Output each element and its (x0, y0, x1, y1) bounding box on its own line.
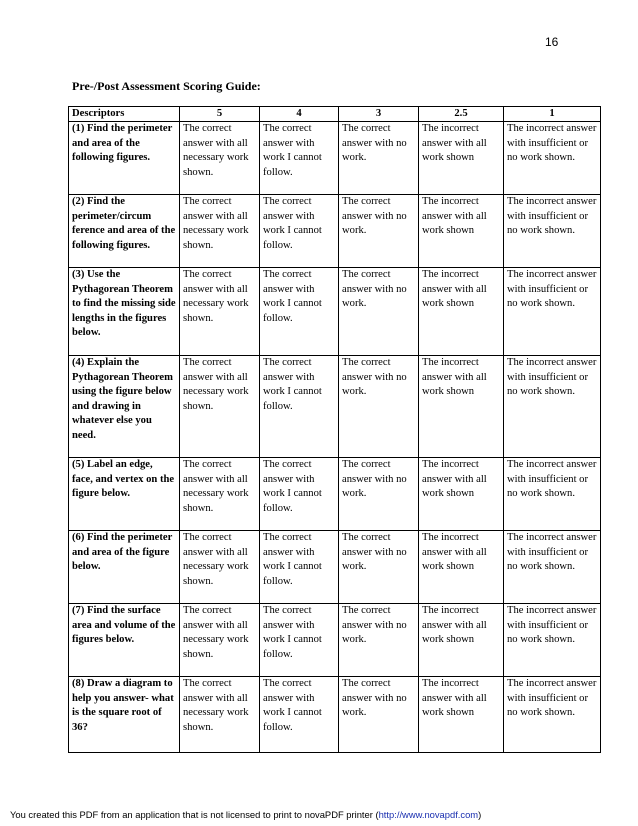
table-row (69, 531, 601, 604)
score-cell: The correct answer with no work. (339, 604, 419, 677)
score-cell: The correct answer with all necessary work shown. (180, 604, 260, 677)
score-cell: The correct answer with all necessary work shown. (180, 268, 260, 356)
score-cell: The incorrect answer with all work shown (419, 677, 504, 753)
score-cell: The correct answer with no work. (339, 531, 419, 604)
table-row (69, 195, 601, 268)
score-cell: The incorrect answer with all work shown (419, 531, 504, 604)
score-cell: The correct answer with work I cannot follow. (260, 604, 339, 677)
table-row (69, 604, 601, 677)
descriptor-cell: (1) Find the perimeter and area of the following figures. (69, 122, 180, 195)
descriptor-cell: (8) Draw a diagram to help you answer- what is the square root of 36? (69, 677, 180, 753)
header-descriptors: Descriptors (69, 107, 180, 122)
descriptor-cell: (2) Find the perimeter/circum ference and area of the following figures. (69, 195, 180, 268)
page-title: Pre-/Post Assessment Scoring Guide: (72, 79, 261, 93)
score-cell: The correct answer with all necessary work shown. (180, 356, 260, 458)
header-score-4: 4 (260, 107, 339, 122)
table-header-row (69, 107, 601, 122)
descriptor-cell: (6) Find the perimeter and area of the figure below. (69, 531, 180, 604)
score-cell: The correct answer with no work. (339, 356, 419, 458)
score-cell: The incorrect answer with insufficient or no work shown. (504, 268, 601, 356)
footer-suffix: ) (478, 809, 482, 820)
score-cell: The correct answer with work I cannot follow. (260, 122, 339, 195)
header-score-2-5: 2.5 (419, 107, 504, 122)
table-row (69, 122, 601, 195)
table-row (69, 268, 601, 356)
score-cell: The incorrect answer with insufficient or no work shown. (504, 604, 601, 677)
scoring-guide-table (68, 106, 601, 753)
score-cell: The correct answer with all necessary work shown. (180, 122, 260, 195)
score-cell: The correct answer with no work. (339, 195, 419, 268)
score-cell: The incorrect answer with insufficient or no work shown. (504, 356, 601, 458)
descriptor-cell: (3) Use the Pythagorean Theorem to find the missing side lengths in the figures below. (69, 268, 180, 356)
table-row (69, 458, 601, 531)
score-cell: The correct answer with no work. (339, 268, 419, 356)
header-score-3: 3 (339, 107, 419, 122)
pdf-license-footer (10, 809, 481, 820)
score-cell: The correct answer with work I cannot follow. (260, 677, 339, 753)
page-number: 16 (545, 35, 559, 49)
score-cell: The incorrect answer with insufficient or no work shown. (504, 122, 601, 195)
score-cell: The incorrect answer with insufficient or no work shown. (504, 677, 601, 753)
score-cell: The correct answer with work I cannot follow. (260, 268, 339, 356)
footer-text: You created this PDF from an application that is not licensed to print to novaPDF printer ( (10, 809, 379, 820)
novapdf-link[interactable]: http://www.novapdf.com (378, 809, 479, 820)
score-cell: The correct answer with all necessary work shown. (180, 195, 260, 268)
score-cell: The correct answer with no work. (339, 122, 419, 195)
table-row (69, 356, 601, 458)
score-cell: The correct answer with work I cannot follow. (260, 195, 339, 268)
score-cell: The incorrect answer with insufficient or no work shown. (504, 531, 601, 604)
descriptor-cell: (7) Find the surface area and volume of the figures below. (69, 604, 180, 677)
score-cell: The incorrect answer with all work shown (419, 604, 504, 677)
descriptor-cell: (5) Label an edge, face, and vertex on the figure below. (69, 458, 180, 531)
score-cell: The correct answer with all necessary work shown. (180, 458, 260, 531)
score-cell: The incorrect answer with all work shown (419, 268, 504, 356)
header-score-5: 5 (180, 107, 260, 122)
score-cell: The correct answer with work I cannot follow. (260, 356, 339, 458)
table-row (69, 677, 601, 753)
score-cell: The correct answer with no work. (339, 677, 419, 753)
score-cell: The incorrect answer with all work shown (419, 122, 504, 195)
score-cell: The incorrect answer with all work shown (419, 195, 504, 268)
score-cell: The incorrect answer with insufficient or no work shown. (504, 458, 601, 531)
score-cell: The incorrect answer with all work shown (419, 356, 504, 458)
score-cell: The correct answer with no work. (339, 458, 419, 531)
header-score-1: 1 (504, 107, 601, 122)
score-cell: The incorrect answer with all work shown (419, 458, 504, 531)
score-cell: The correct answer with work I cannot follow. (260, 458, 339, 531)
score-cell: The correct answer with work I cannot follow. (260, 531, 339, 604)
score-cell: The correct answer with all necessary work shown. (180, 677, 260, 753)
score-cell: The incorrect answer with insufficient or no work shown. (504, 195, 601, 268)
score-cell: The correct answer with all necessary work shown. (180, 531, 260, 604)
descriptor-cell: (4) Explain the Pythagorean Theorem using the figure below and drawing in whatever else you need. (69, 356, 180, 458)
